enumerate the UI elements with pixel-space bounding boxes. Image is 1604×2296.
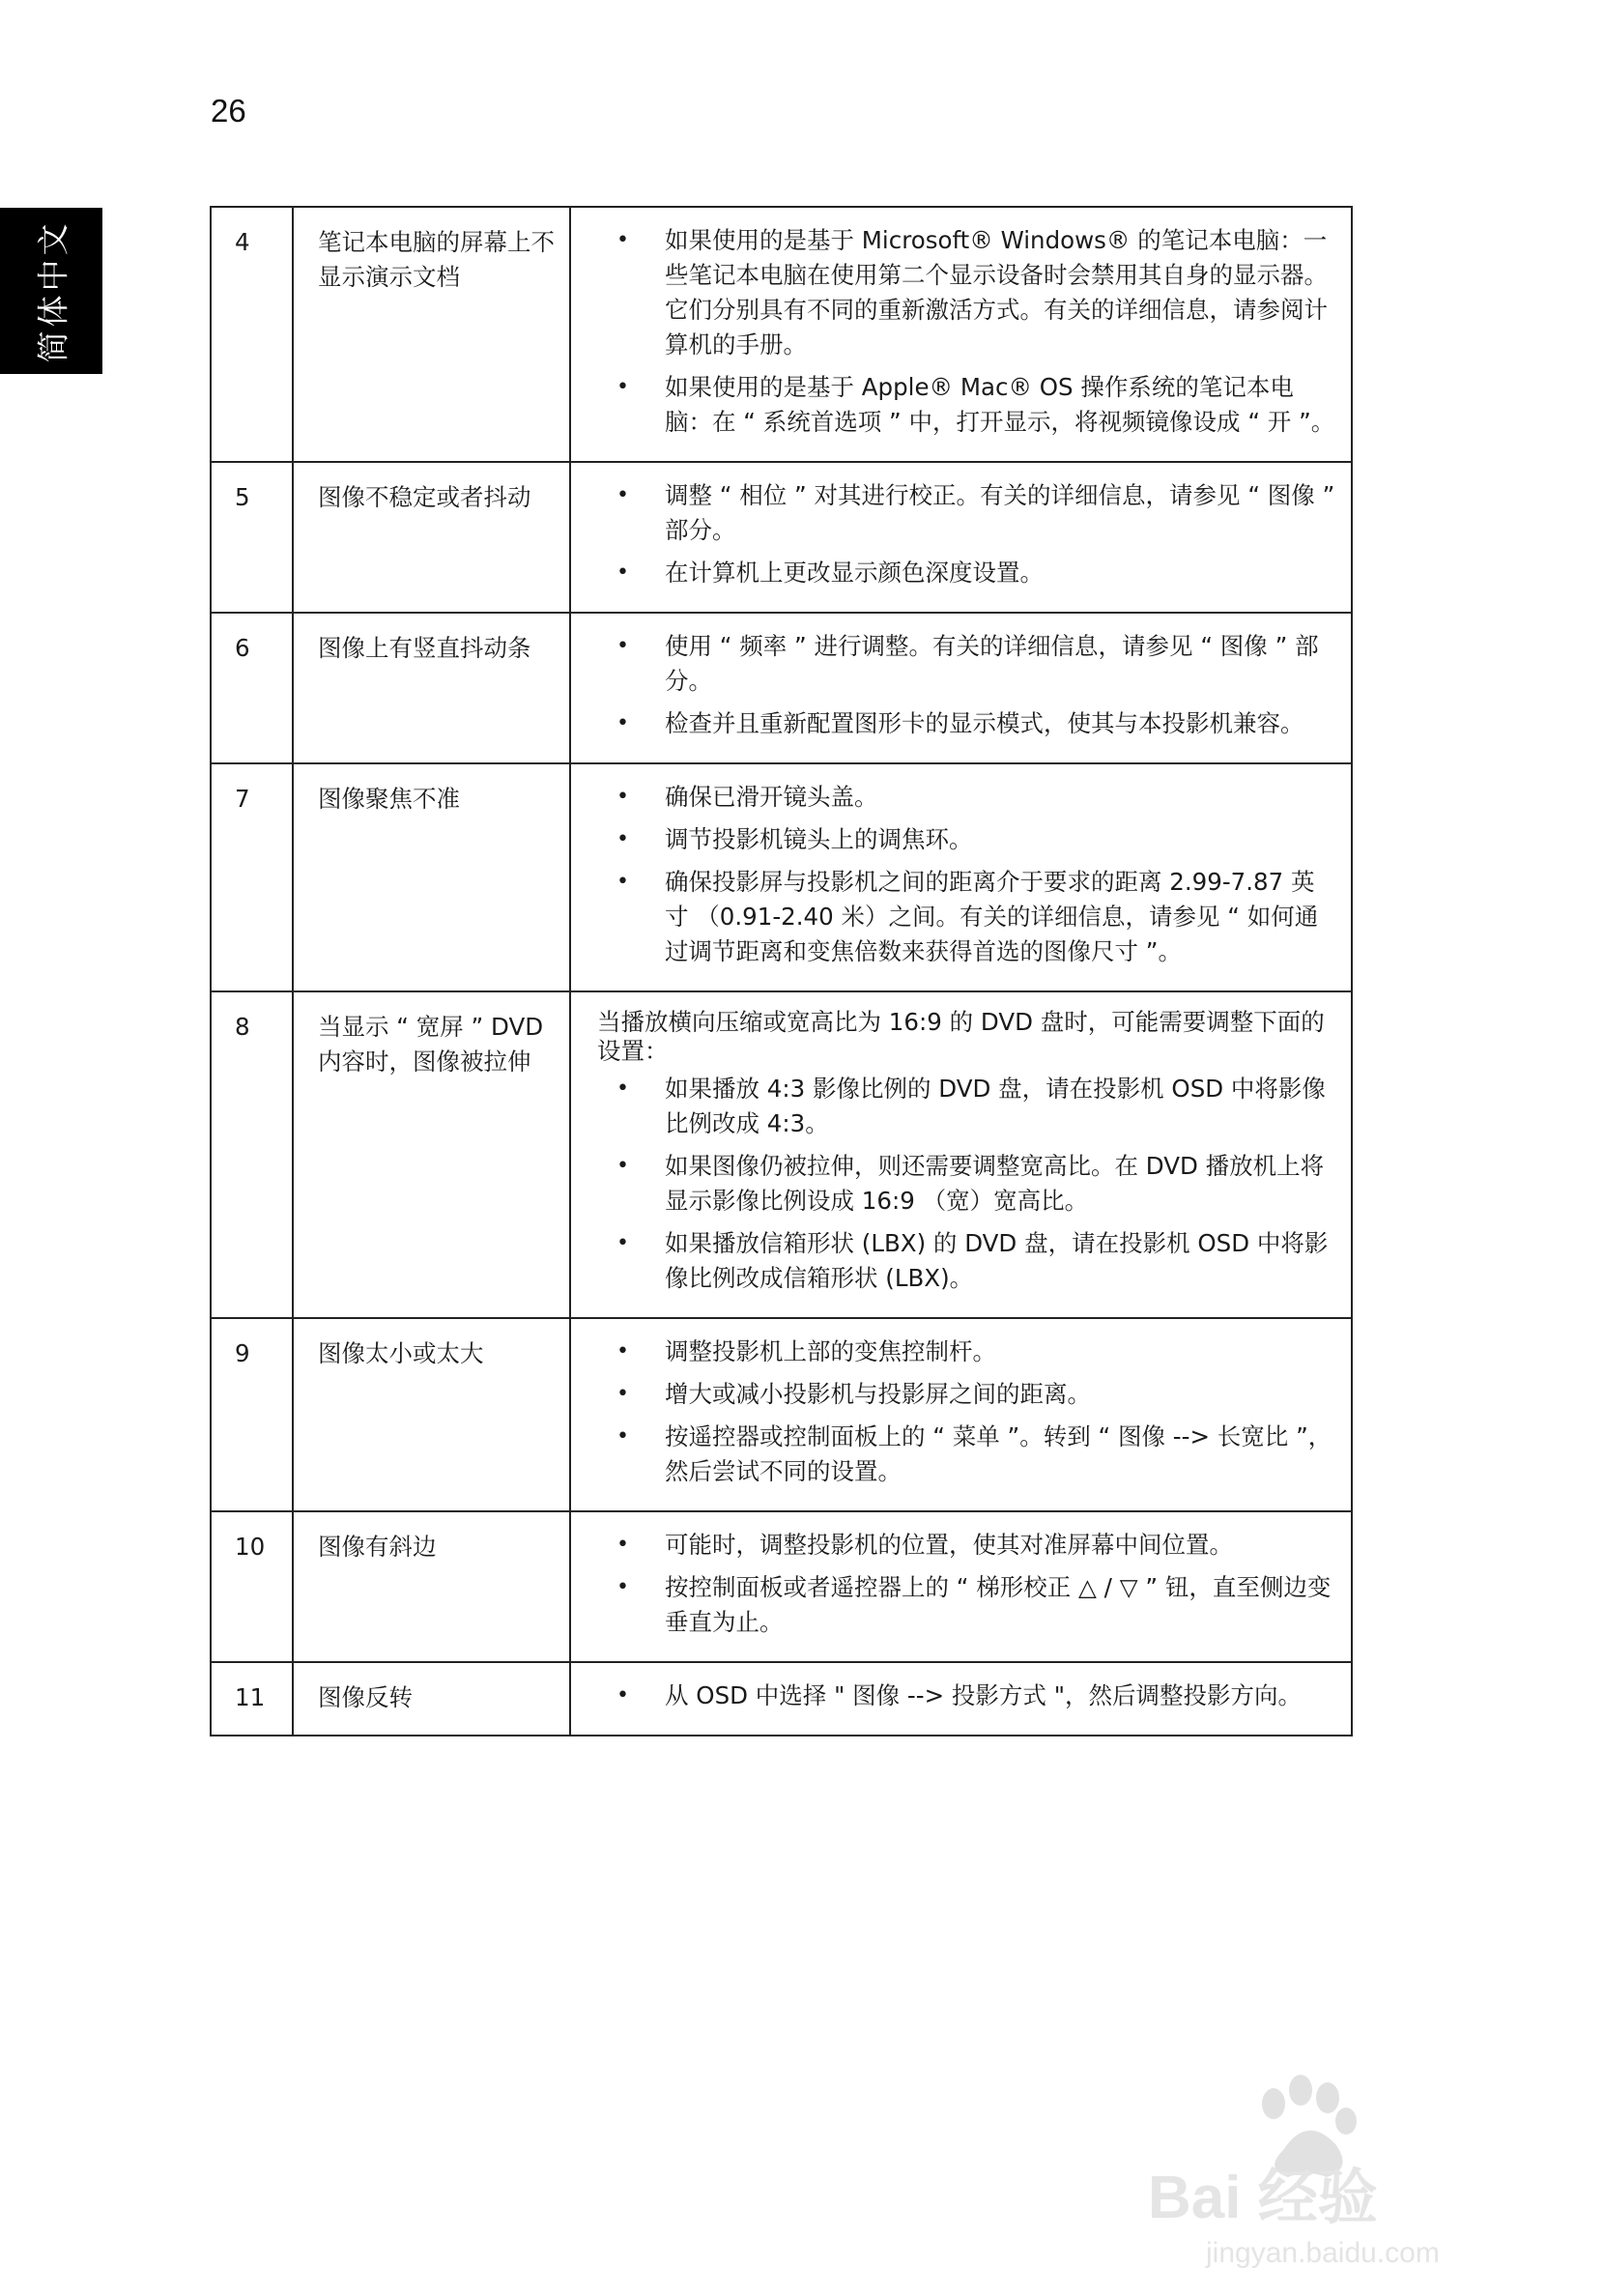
solution-text: 按控制面板或者遥控器上的 “ 梯形校正 △ / ▽ ” 钮，直至侧边变垂直为止。	[665, 1573, 1332, 1636]
bullet-icon: •	[616, 483, 629, 507]
bullet-icon: •	[616, 1339, 629, 1363]
table-row	[211, 1662, 1352, 1736]
bullet-icon: •	[616, 1424, 629, 1449]
solution-item	[595, 1377, 1337, 1412]
solution-text: 从 OSD 中选择 " 图像 --> 投影方式 "，然后调整投影方向。	[665, 1681, 1302, 1709]
solution-item	[595, 1570, 1337, 1640]
solution-cell	[570, 763, 1352, 991]
bullet-icon: •	[616, 711, 629, 735]
row-number: 7	[211, 763, 293, 991]
language-tab-label: 简体中文	[34, 219, 72, 362]
problem-cell: 图像太小或太大	[293, 1318, 570, 1511]
page-number: 26	[211, 93, 246, 129]
solution-text: 增大或减小投影机与投影屏之间的距离。	[665, 1380, 1091, 1408]
solution-text: 如果播放 4:3 影像比例的 DVD 盘，请在投影机 OSD 中将影像比例改成 4:3。	[665, 1075, 1326, 1137]
bullet-icon: •	[616, 1382, 629, 1406]
solution-item	[595, 1072, 1337, 1141]
language-side-tab	[0, 208, 102, 374]
solution-item	[595, 629, 1337, 699]
solution-item	[595, 1335, 1337, 1369]
solution-cell	[570, 1318, 1352, 1511]
solution-list	[595, 629, 1337, 741]
problem-cell: 笔记本电脑的屏幕上不显示演示文档	[293, 207, 570, 462]
bullet-icon: •	[616, 228, 629, 252]
solution-item	[595, 1226, 1337, 1296]
solution-list	[595, 1072, 1337, 1296]
baidu-jingyan-watermark	[1129, 2044, 1515, 2276]
solution-text: 确保投影屏与投影机之间的距离介于要求的距离 2.99-7.87 英寸 （0.91-2.40 米）之间。有关的详细信息，请参见 “ 如何通过调节距离和变焦倍数来获得首选的图像尺寸 ”。	[665, 868, 1319, 965]
solution-item	[595, 706, 1337, 741]
solution-text: 调节投影机镜头上的调焦环。	[665, 825, 973, 853]
solution-text: 如果使用的是基于 Microsoft® Windows® 的笔记本电脑：一些笔记本电脑在使用第二个显示设备时会禁用其自身的显示器。它们分别具有不同的重新激活方式。有关的详细信息，请参阅计算机的手册。	[665, 226, 1328, 359]
bullet-icon: •	[616, 560, 629, 585]
solution-list	[595, 1679, 1337, 1713]
solution-cell	[570, 462, 1352, 613]
solution-list	[595, 1528, 1337, 1640]
solution-text: 调整 “ 相位 ” 对其进行校正。有关的详细信息，请参见 “ 图像 ” 部分。	[665, 481, 1335, 544]
table-row	[211, 1318, 1352, 1511]
bullet-icon: •	[616, 375, 629, 399]
solution-cell	[570, 613, 1352, 763]
row-number: 11	[211, 1662, 293, 1736]
solution-cell	[570, 1662, 1352, 1736]
solution-list	[595, 1335, 1337, 1489]
solution-item	[595, 780, 1337, 815]
table-row	[211, 613, 1352, 763]
solution-item	[595, 1420, 1337, 1489]
solution-text: 在计算机上更改显示颜色深度设置。	[665, 559, 1044, 587]
solution-item	[595, 1149, 1337, 1219]
solution-item	[595, 1679, 1337, 1713]
solution-text: 如果图像仍被拉伸，则还需要调整宽高比。在 DVD 播放机上将显示影像比例设成 16:9 （宽）宽高比。	[665, 1152, 1325, 1215]
solution-cell	[570, 1511, 1352, 1662]
problem-cell: 图像有斜边	[293, 1511, 570, 1662]
bullet-icon: •	[616, 1231, 629, 1255]
solution-cell	[570, 207, 1352, 462]
table-row	[211, 991, 1352, 1318]
table-row	[211, 763, 1352, 991]
row-number: 9	[211, 1318, 293, 1511]
problem-cell: 当显示 “ 宽屏 ” DVD 内容时，图像被拉伸	[293, 991, 570, 1318]
table-row	[211, 1511, 1352, 1662]
row-number: 6	[211, 613, 293, 763]
row-number: 8	[211, 991, 293, 1318]
solution-text: 可能时，调整投影机的位置，使其对准屏幕中间位置。	[665, 1531, 1233, 1559]
table-row	[211, 462, 1352, 613]
bullet-icon: •	[616, 1154, 629, 1178]
solution-item	[595, 478, 1337, 548]
bullet-icon: •	[616, 827, 629, 851]
bullet-icon: •	[616, 1533, 629, 1557]
problem-cell: 图像聚焦不准	[293, 763, 570, 991]
paw-logo-icon	[1262, 2075, 1357, 2177]
row-number: 5	[211, 462, 293, 613]
problem-cell: 图像上有竖直抖动条	[293, 613, 570, 763]
solution-item	[595, 223, 1337, 362]
bullet-icon: •	[616, 634, 629, 658]
solution-item	[595, 1528, 1337, 1563]
bullet-icon: •	[616, 1575, 629, 1599]
solution-item	[595, 370, 1337, 440]
solution-item	[595, 822, 1337, 857]
solution-text: 按遥控器或控制面板上的 “ 菜单 ”。转到 “ 图像 --> 长宽比 ”，然后尝试不同的设置。	[665, 1422, 1332, 1485]
solution-item	[595, 865, 1337, 969]
table-row	[211, 207, 1352, 462]
solution-list	[595, 780, 1337, 969]
solution-item	[595, 556, 1337, 590]
solution-cell	[570, 991, 1352, 1318]
solution-list	[595, 478, 1337, 590]
solution-intro: 当播放横向压缩或宽高比为 16:9 的 DVD 盘时，可能需要调整下面的设置：	[597, 1008, 1325, 1065]
solution-text: 调整投影机上部的变焦控制杆。	[665, 1337, 996, 1365]
solution-list	[595, 223, 1337, 440]
troubleshooting-table	[210, 206, 1353, 1736]
solution-text: 确保已滑开镜头盖。	[665, 783, 878, 811]
bullet-icon: •	[616, 1076, 629, 1101]
solution-text: 检查并且重新配置图形卡的显示模式，使其与本投影机兼容。	[665, 709, 1304, 737]
solution-text: 使用 “ 频率 ” 进行调整。有关的详细信息，请参见 “ 图像 ” 部分。	[665, 632, 1319, 695]
bullet-icon: •	[616, 1683, 629, 1708]
bullet-icon: •	[616, 870, 629, 894]
row-number: 4	[211, 207, 293, 462]
row-number: 10	[211, 1511, 293, 1662]
solution-text: 如果播放信箱形状 (LBX) 的 DVD 盘，请在投影机 OSD 中将影像比例改成信箱形状 (LBX)。	[665, 1229, 1329, 1292]
watermark-brand: Bai 经验	[1148, 2165, 1378, 2231]
problem-cell: 图像反转	[293, 1662, 570, 1736]
problem-cell: 图像不稳定或者抖动	[293, 462, 570, 613]
solution-text: 如果使用的是基于 Apple® Mac® OS 操作系统的笔记本电脑：在 “ 系统首选项 ” 中，打开显示，将视频镜像设成 “ 开 ”。	[665, 373, 1335, 436]
watermark-url: jingyan.baidu.com	[1206, 2237, 1440, 2269]
bullet-icon: •	[616, 785, 629, 809]
